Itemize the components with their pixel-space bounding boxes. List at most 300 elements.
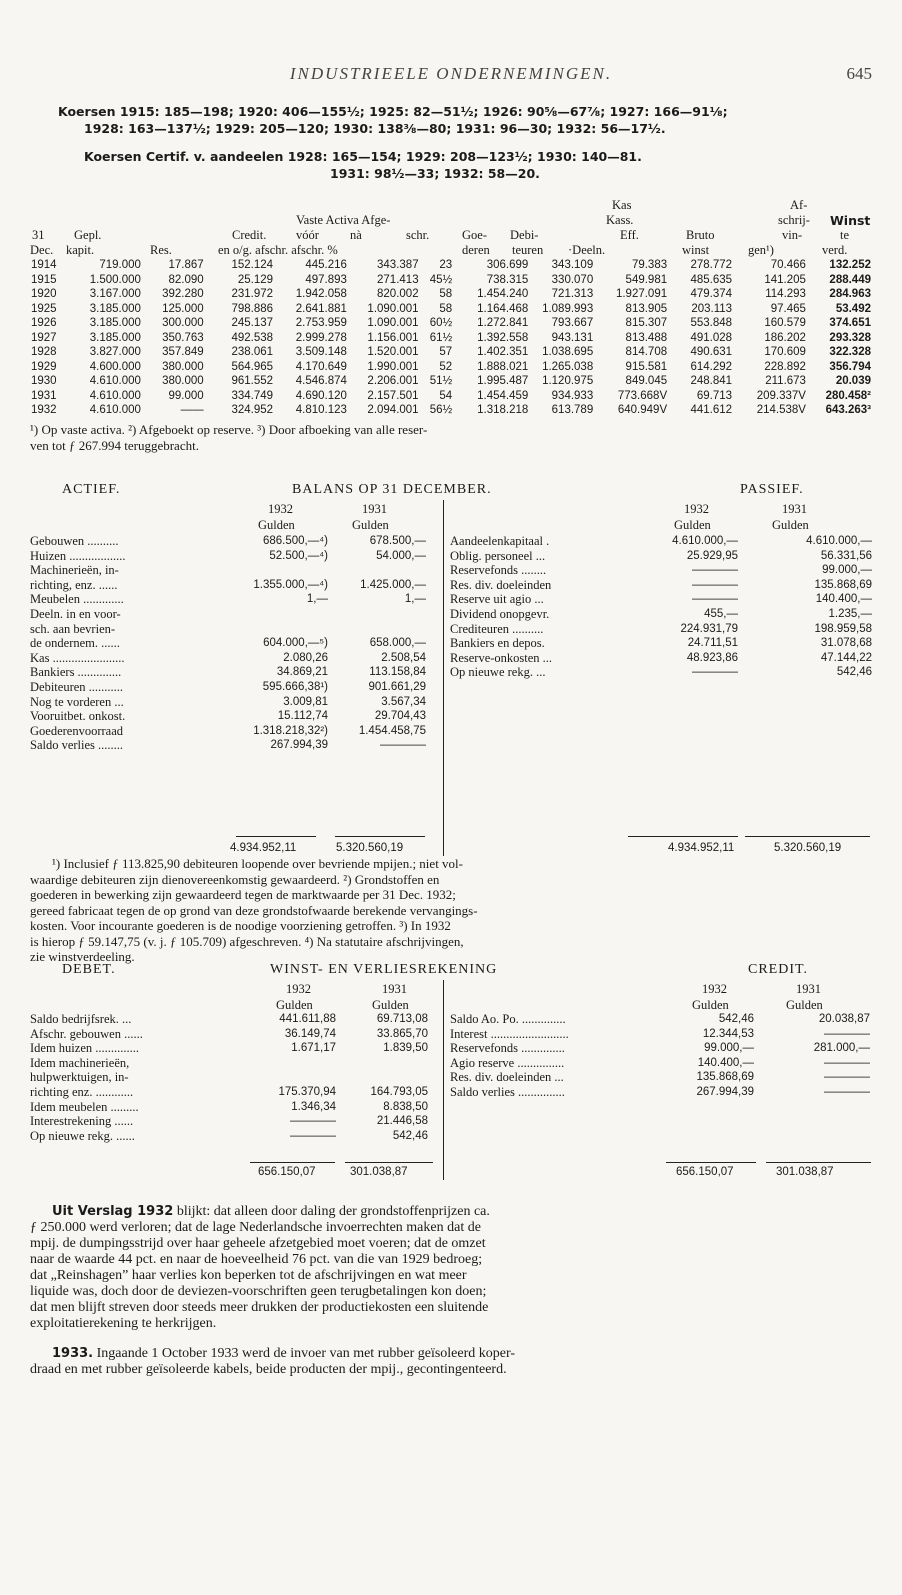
winst-l-year-1931: 1931 xyxy=(382,982,407,996)
passiva-row xyxy=(450,607,874,622)
stats-cell: 170.609 xyxy=(764,346,806,358)
debet-row xyxy=(30,1012,440,1027)
passiva-row-label: Dividend onopgevr. xyxy=(450,606,550,621)
balans-r-year-1932: 1932 xyxy=(684,502,709,516)
stats-cell: 82.090 xyxy=(168,273,204,286)
passiva-row-label: Oblig. personeel ... xyxy=(450,548,546,563)
stats-cell: 640.949V xyxy=(617,404,668,416)
stats-cell: 4.546.874 xyxy=(295,375,347,387)
stats-cell: 721.313 xyxy=(551,288,594,300)
stats-cell: 330.070 xyxy=(551,273,594,286)
credit-row-value-1932: 99.000,— xyxy=(704,1042,754,1055)
passiva-sum-rule-2 xyxy=(745,836,870,837)
passiva-row-label: Crediteuren .......... xyxy=(450,621,544,636)
stats-cell: 1930 xyxy=(31,375,57,387)
stats-cell: 820.002 xyxy=(377,288,419,300)
activa-row-label: Goederenvoorraad xyxy=(30,723,124,738)
stats-cell: 497.893 xyxy=(305,273,347,286)
stats-head-debi: Debi- xyxy=(510,228,539,242)
stats-cell: 441.612 xyxy=(690,404,733,416)
balans-l-gulden-1931: Gulden xyxy=(352,518,389,532)
passiva-row-value-1932: 24.711,51 xyxy=(687,637,738,650)
stats-cell: 1.942.058 xyxy=(295,288,347,300)
stats-cell: 60½ xyxy=(429,317,453,329)
activa-row-value-1932: 267.994,39 xyxy=(270,739,328,752)
stats-row xyxy=(30,302,872,317)
stats-cell: 1.156.001 xyxy=(367,331,419,344)
credit-row-value-1932: 140.400,— xyxy=(697,1056,754,1069)
stats-row xyxy=(30,316,872,331)
stats-head-teuren: teuren xyxy=(512,243,544,257)
stats-cell: 350.763 xyxy=(162,331,204,344)
stats-cell: 2.157.501 xyxy=(367,389,419,402)
stats-row xyxy=(30,374,872,389)
stats-cell: 79.383 xyxy=(631,259,668,271)
credit-row-label: Res. div. doeleinden ... xyxy=(450,1070,564,1085)
stats-cell: 4.170.649 xyxy=(295,360,347,373)
stats-cell: 4.610.000 xyxy=(89,375,141,387)
stats-row xyxy=(30,360,872,375)
stats-cell: 849.045 xyxy=(625,375,668,387)
stats-cell: 1929 xyxy=(31,360,57,373)
activa-row xyxy=(30,549,440,564)
page-number: 645 xyxy=(846,64,872,83)
activa-row-label: Vooruitbet. onkost. xyxy=(30,709,126,724)
activa-row-label: Debiteuren ........... xyxy=(30,679,124,694)
activa-row-label: richting, enz. ...... xyxy=(30,577,118,592)
credit-row-label: Saldo verlies ............... xyxy=(450,1084,565,1099)
stats-cell: 1.090.001 xyxy=(367,302,419,315)
activa-row xyxy=(30,665,440,680)
credit-row-value-1931: ———— xyxy=(824,1056,870,1069)
credit-total-1931: 301.038,87 xyxy=(776,1166,834,1178)
winst-l-gulden-1932: Gulden xyxy=(276,998,313,1012)
stats-cell: 214.538V xyxy=(756,404,806,416)
stats-cell: 374.651 xyxy=(829,317,871,329)
activa-row-value-1931: 1,— xyxy=(404,593,426,606)
activa-row-value-1931: 3.567,34 xyxy=(381,695,426,708)
stats-row xyxy=(30,287,872,302)
passiva-row-value-1932: ———— xyxy=(692,578,738,591)
passiva-row-label: Res. div. doeleinden xyxy=(450,577,552,592)
stats-cell: 141.205 xyxy=(764,273,806,286)
stats-cell: 278.772 xyxy=(690,259,733,271)
passiva-row xyxy=(450,549,874,564)
stats-cell: 1.990.001 xyxy=(367,360,419,373)
credit-row-label: Agio reserve ............... xyxy=(450,1055,565,1070)
debet-total-1932: 656.150,07 xyxy=(258,1166,316,1178)
stats-cell: 813.905 xyxy=(625,302,668,315)
activa-row xyxy=(30,622,440,637)
activa-row-value-1932: 2.080,26 xyxy=(283,651,328,664)
stats-cell: 4.810.123 xyxy=(295,404,347,416)
stats-note-1: ¹) Op vaste activa. ²) Afgeboekt op reserve. ³) Door afboeking van alle reser- xyxy=(30,422,428,437)
debet-row-value-1932: ———— xyxy=(290,1115,336,1128)
stats-cell: 773.668V xyxy=(617,389,668,402)
credit-row-label: Interest ......................... xyxy=(450,1026,569,1041)
winst-title: WINST- EN VERLIESREKENING xyxy=(270,962,498,977)
passiva-row xyxy=(450,622,874,637)
stats-cell: 70.466 xyxy=(770,259,806,271)
stats-head-goe: Goe- xyxy=(462,228,487,242)
passiva-row-label: Aandeelenkapitaal . xyxy=(450,534,550,548)
stats-cell: 97.465 xyxy=(770,302,806,315)
activa-row xyxy=(30,695,440,710)
stats-cell: 228.892 xyxy=(764,360,806,373)
stats-cell: 2.999.278 xyxy=(295,331,347,344)
stats-head-na: nà xyxy=(350,228,362,242)
credit-row-value-1931: ———— xyxy=(824,1027,870,1040)
stats-head-vaste: Vaste Activa Afge- xyxy=(296,213,391,227)
stats-cell: 61½ xyxy=(429,331,453,344)
passiva-row xyxy=(450,563,874,578)
verslag-line-7: dat men blijft streven door steeds meer drukken der productiekosten een sluitende xyxy=(30,1300,489,1315)
stats-cell: 288.449 xyxy=(829,273,871,286)
running-header: INDUSTRIEELE ONDERNEMINGEN. xyxy=(289,64,613,83)
debet-row xyxy=(30,1100,440,1115)
balans-note-line: waardige debiteuren zijn dienovereenkomstig gewaardeerd. ²) Grondstoffen en xyxy=(30,871,440,887)
winst-l-gulden-1931: Gulden xyxy=(372,998,409,1012)
passiva-row-value-1931: 542,46 xyxy=(836,666,872,679)
stats-row xyxy=(30,345,872,360)
verslag-1933-line-1: Ingaande 1 October 1933 werd de invoer van met rubber geïsoleerd koper- xyxy=(96,1346,516,1361)
debet-row xyxy=(30,1129,440,1144)
debet-row-label: hulpwerktuigen, in- xyxy=(30,1070,129,1085)
stats-cell: 3.167.000 xyxy=(89,288,141,300)
stats-cell: 814.708 xyxy=(625,346,668,358)
passiva-row-value-1932: 224.931,79 xyxy=(680,622,738,635)
passiva-row-value-1931: 31.078,68 xyxy=(820,637,872,650)
passiva-row-value-1931: 56.331,56 xyxy=(820,549,872,562)
balans-right-title: PASSIEF. xyxy=(740,482,804,497)
stats-head-kass: Kass. xyxy=(606,213,634,227)
verslag-line-4: naar de waarde 44 pct. en naar de hoeveelheid 76 pct. van die van 1929 bedroeg; xyxy=(30,1252,483,1267)
winst-left-title: DEBET. xyxy=(62,962,116,977)
activa-row-value-1932: 595.666,38¹) xyxy=(262,680,328,693)
debet-row xyxy=(30,1056,440,1071)
debet-row-value-1931: 21.446,58 xyxy=(376,1115,428,1128)
activa-row-value-1931: 678.500,— xyxy=(369,535,426,547)
debet-row-value-1931: 69.713,08 xyxy=(376,1013,428,1025)
activa-row-value-1931: ———— xyxy=(380,739,426,752)
activa-row-value-1931: 901.661,29 xyxy=(368,680,426,693)
stats-cell: 613.789 xyxy=(551,404,594,416)
activa-row-value-1932: 1,— xyxy=(306,593,328,606)
passiva-row-value-1932: 25.929,95 xyxy=(686,549,738,562)
verslag-line-3: mpij. de dumpingsstrijd over haar geheele afzetgebied moet voeren; dat de omzet xyxy=(30,1236,486,1251)
stats-cell: 961.552 xyxy=(231,375,274,387)
passiva-row-label: Reserve uit agio ... xyxy=(450,592,544,607)
debet-row-label: Idem huizen .............. xyxy=(30,1041,140,1056)
stats-cell: 553.848 xyxy=(690,317,733,329)
debet-row-label: richting enz. ............ xyxy=(30,1084,134,1099)
activa-row-value-1931: 658.000,— xyxy=(369,637,426,650)
balans-note-line: goederen in bewerking zijn gewaardeerd tegen de marktwaarde per 31 Dec. 1932; xyxy=(30,887,456,902)
credit-row xyxy=(450,1056,874,1071)
koersen-line-4: 1931: 98½—33; 1932: 58—20. xyxy=(330,166,540,181)
balans-notes xyxy=(30,856,872,965)
stats-row xyxy=(30,403,872,418)
stats-cell: 209.337V xyxy=(756,389,806,402)
stats-head-res: Res. xyxy=(150,243,172,257)
passiva-list xyxy=(450,534,874,680)
koersen-line-1: Koersen 1915: 185—198; 1920: 406—155½; 1925: 82—51½; 1926: 90⅝—67⅞; 1927: 166—91⅛; xyxy=(58,104,728,119)
stats-cell: 380.000 xyxy=(162,375,204,387)
stats-cell: 45½ xyxy=(429,273,453,286)
stats-cell: 1.265.038 xyxy=(542,360,594,373)
activa-row-label: Bankiers .............. xyxy=(30,665,122,680)
passiva-row-value-1931: 47.144,22 xyxy=(820,651,872,664)
passiva-row-label: Bankiers en depos. xyxy=(450,636,545,651)
activa-row xyxy=(30,607,440,622)
stats-cell: 248.841 xyxy=(690,375,733,387)
stats-cell: 815.307 xyxy=(625,317,668,329)
stats-cell: 798.886 xyxy=(231,302,274,315)
stats-cell: 380.000 xyxy=(162,360,204,373)
stats-cell: 211.673 xyxy=(765,375,806,387)
stats-cell: 1.500.000 xyxy=(89,273,141,286)
stats-cell: 1928 xyxy=(31,346,57,358)
stats-cell: 357.849 xyxy=(162,346,204,358)
stats-cell: 4.610.000 xyxy=(89,404,141,416)
stats-cell: 1.927.091 xyxy=(615,288,668,300)
stats-cell: 4.610.000 xyxy=(89,389,141,402)
debet-row-label: Idem machinerieën, xyxy=(30,1055,130,1070)
stats-head-eno: en o/g. afschr. afschr. % xyxy=(218,243,338,257)
stats-cell: 549.981 xyxy=(625,273,668,286)
verslag-1933-lead: 1933. xyxy=(52,1346,94,1361)
stats-head-af: Af- xyxy=(790,198,808,212)
stats-cell: 1.090.001 xyxy=(367,317,419,329)
activa-row-value-1931: 1.425.000,— xyxy=(360,578,426,591)
balans-r-gulden-1931: Gulden xyxy=(772,518,809,532)
activa-row-value-1931: 2.508,54 xyxy=(381,651,426,664)
debet-row-value-1932: ———— xyxy=(290,1129,336,1142)
stats-cell: 490.631 xyxy=(690,346,733,358)
stats-cell: 1915 xyxy=(31,273,57,286)
passiva-row-value-1932: ———— xyxy=(692,593,738,606)
passiva-total-1931: 5.320.560,19 xyxy=(774,842,842,854)
stats-cell: 492.538 xyxy=(231,331,274,344)
debet-row-label: Saldo bedrijfsrek. ... xyxy=(30,1012,132,1026)
stats-cell: 114.293 xyxy=(765,288,806,300)
activa-row-value-1932: 34.869,21 xyxy=(276,666,328,679)
passiva-row-value-1931: 4.610.000,— xyxy=(806,535,872,547)
debet-row xyxy=(30,1070,440,1085)
stats-cell: 56½ xyxy=(429,404,453,416)
stats-cell: 300.000 xyxy=(162,317,204,329)
balans-left-title: ACTIEF. xyxy=(62,482,121,497)
stats-cell: 334.749 xyxy=(231,389,274,402)
activa-row-value-1932: 15.112,74 xyxy=(277,710,328,723)
stats-head-deeln: ·Deeln. xyxy=(568,243,606,257)
stats-cell: 23 xyxy=(439,259,453,271)
stats-cell: 1.318.218 xyxy=(477,404,529,416)
balans-title: BALANS OP 31 DECEMBER. xyxy=(292,482,492,497)
stats-cell: 4.690.120 xyxy=(295,389,347,402)
stats-cell: 1914 xyxy=(31,259,57,271)
stats-cell: 52 xyxy=(439,360,453,373)
debet-row-value-1932: 441.611,88 xyxy=(279,1013,336,1025)
stats-cell: 1926 xyxy=(31,317,57,329)
stats-cell: 813.488 xyxy=(625,331,668,344)
passiva-row xyxy=(450,665,874,680)
passiva-row-value-1932: ———— xyxy=(692,564,738,577)
verslag-lead: Uit Verslag 1932 xyxy=(52,1204,174,1219)
financial-stats-table xyxy=(30,258,872,418)
stats-cell: 238.061 xyxy=(231,346,274,358)
stats-head-credit: Credit. xyxy=(232,228,267,242)
stats-cell: 203.113 xyxy=(691,302,733,315)
stats-cell: 1.038.695 xyxy=(542,346,594,358)
koersen-line-2: 1928: 163—137½; 1929: 205—120; 1930: 138⅜—80; 1931: 96—30; 1932: 56—17½. xyxy=(84,121,666,136)
stats-cell: 356.794 xyxy=(829,360,871,373)
debet-row-value-1932: 36.149,74 xyxy=(284,1027,336,1040)
debet-row-value-1932: 1.671,17 xyxy=(291,1042,336,1055)
balans-note-line: kosten. Voor incourante goederen is de noodige voorziening getroffen. ³) In 1932 xyxy=(30,918,451,933)
winst-r-gulden-1932: Gulden xyxy=(692,998,729,1012)
passiva-row-value-1932: ———— xyxy=(692,666,738,679)
stats-cell: 25.129 xyxy=(237,273,274,286)
activa-sum-rule-1 xyxy=(236,836,316,837)
activa-row xyxy=(30,578,440,593)
credit-row xyxy=(450,1085,874,1100)
winst-r-gulden-1931: Gulden xyxy=(786,998,823,1012)
activa-sum-rule-2 xyxy=(335,836,425,837)
stats-cell: 132.252 xyxy=(829,259,871,271)
debet-total-1931: 301.038,87 xyxy=(350,1166,408,1178)
activa-row xyxy=(30,534,440,549)
stats-cell: 343.387 xyxy=(377,259,419,271)
stats-cell: 51½ xyxy=(429,375,453,387)
verslag-line-1: blijkt: dat alleen door daling der grondstoffenprijzen ca. xyxy=(176,1204,490,1219)
stats-cell: 491.028 xyxy=(690,331,733,344)
stats-head-gepl: Gepl. xyxy=(74,228,102,242)
activa-row-value-1932: 52.500,—⁴) xyxy=(269,549,328,562)
stats-head-bruto: Bruto xyxy=(686,228,715,242)
stats-cell: 280.458² xyxy=(825,389,871,402)
activa-row xyxy=(30,680,440,695)
winst-r-year-1931: 1931 xyxy=(796,982,821,996)
balans-l-year-1931: 1931 xyxy=(362,502,387,516)
verslag-line-6: liquide was, doch door de deviezen-voorschriften geen terugbetalingen kon doen; xyxy=(30,1284,487,1299)
credit-sum-rule-1 xyxy=(666,1162,756,1163)
stats-cell: 479.374 xyxy=(690,288,733,300)
activa-row xyxy=(30,636,440,651)
verslag-line-8: exploitatierekening te herkrijgen. xyxy=(30,1316,217,1331)
passiva-row xyxy=(450,651,874,666)
stats-cell: 943.131 xyxy=(551,331,594,344)
stats-cell: 284.963 xyxy=(829,288,871,300)
credit-row-value-1932: 267.994,39 xyxy=(696,1085,754,1098)
stats-head-kapit: kapit. xyxy=(66,243,95,257)
stats-cell: 57 xyxy=(439,346,453,358)
stats-cell: 1.454.459 xyxy=(477,389,529,402)
credit-row-label: Saldo Ao. Po. .............. xyxy=(450,1012,566,1026)
activa-row-label: sch. aan bevrien- xyxy=(30,621,116,636)
balans-note-line: zie winstverdeeling. xyxy=(30,949,135,964)
passiva-row xyxy=(450,592,874,607)
passiva-row-value-1931: 140.400,— xyxy=(815,593,872,606)
stats-cell: 1932 xyxy=(31,404,57,416)
passiva-row-value-1931: 1.235,— xyxy=(828,607,872,620)
stats-head-bruto-winst: winst xyxy=(682,243,710,257)
stats-head-kas: Kas xyxy=(612,198,632,212)
credit-row xyxy=(450,1027,874,1042)
activa-row-value-1932: 604.000,—⁵) xyxy=(263,637,328,650)
koersen-line-3: Koersen Certif. v. aandeelen 1928: 165—154; 1929: 208—123½; 1930: 140—81. xyxy=(84,149,642,164)
balans-note-line: is hierop ƒ 59.147,75 (v. j. ƒ 105.709) afgeschreven. ⁴) Na statutaire afschrijvingen, xyxy=(30,933,464,949)
balans-divider xyxy=(443,500,444,856)
stats-cell: 1.454.240 xyxy=(477,288,529,300)
balans-r-gulden-1932: Gulden xyxy=(674,518,711,532)
stats-cell: 322.328 xyxy=(829,346,871,358)
stats-cell: 719.000 xyxy=(99,259,141,271)
stats-cell: 3.185.000 xyxy=(89,317,141,329)
activa-row-label: Deeln. in en voor- xyxy=(30,606,121,621)
verslag-line-5: dat „Reinshagen” haar verlies kon beperken tot de afschrijvingen en wat meer xyxy=(30,1268,467,1283)
activa-row-value-1932: 1.318.218,32²) xyxy=(253,724,328,737)
stats-cell: 1.272.841 xyxy=(477,317,529,329)
debet-row-label: Afschr. gebouwen ...... xyxy=(30,1026,143,1041)
activa-row xyxy=(30,709,440,724)
debet-row xyxy=(30,1027,440,1042)
stats-cell: 3.509.148 xyxy=(295,346,347,358)
stats-cell: 1920 xyxy=(31,288,57,300)
passiva-row-label: Reservefonds ........ xyxy=(450,563,547,578)
stats-head-gen: gen¹) xyxy=(748,243,774,257)
stats-head-voor: vóór xyxy=(296,228,319,242)
winst-right-title: CREDIT. xyxy=(748,962,809,977)
credit-row-value-1932: 135.868,69 xyxy=(696,1071,754,1084)
activa-row-value-1932: 3.009,81 xyxy=(283,695,328,708)
debet-row xyxy=(30,1114,440,1129)
stats-head-vin: vin- xyxy=(782,228,803,242)
credit-row-value-1932: 542,46 xyxy=(718,1013,754,1025)
stats-row xyxy=(30,258,872,273)
activa-list xyxy=(30,534,440,753)
stats-cell: 125.000 xyxy=(162,302,204,315)
stats-head-schrij: schrij- xyxy=(778,213,810,227)
stats-cell: 915.581 xyxy=(625,360,668,373)
activa-row-label: Meubelen ............. xyxy=(30,592,124,607)
activa-row-label: Machinerieën, in- xyxy=(30,563,119,578)
credit-row-value-1931: ———— xyxy=(824,1071,870,1084)
debet-row-label: Interestrekening ...... xyxy=(30,1114,134,1129)
passiva-total-1932: 4.934.952,11 xyxy=(668,842,735,854)
stats-cell: 160.579 xyxy=(764,317,806,329)
stats-cell: 53.492 xyxy=(835,302,871,315)
debet-row-value-1931: 164.793,05 xyxy=(370,1085,428,1098)
debet-row-value-1932: 175.370,94 xyxy=(278,1085,336,1098)
debet-sum-rule-2 xyxy=(345,1162,433,1163)
credit-row xyxy=(450,1070,874,1085)
balans-l-year-1932: 1932 xyxy=(268,502,293,516)
credit-row-label: Reservefonds .............. xyxy=(450,1041,565,1056)
activa-row xyxy=(30,724,440,739)
credit-row-value-1931: ———— xyxy=(824,1085,870,1098)
stats-cell: 152.124 xyxy=(231,259,274,271)
stats-cell: 324.952 xyxy=(231,404,274,416)
stats-cell: 58 xyxy=(439,288,453,300)
credit-row-value-1931: 281.000,— xyxy=(813,1042,870,1055)
verslag-line-2: ƒ 250.000 werd verloren; dat de lage Nederlandsche invoerrechten maken dat de xyxy=(30,1220,481,1235)
balans-note-line: ¹) Inclusief ƒ 113.825,90 debiteuren loopende over bevriende mpijen.; niet vol- xyxy=(52,856,463,871)
passiva-row xyxy=(450,636,874,651)
stats-cell: 2.753.959 xyxy=(295,317,347,329)
credit-row-value-1931: 20.038,87 xyxy=(818,1013,870,1025)
stats-cell: 445.216 xyxy=(305,259,347,271)
